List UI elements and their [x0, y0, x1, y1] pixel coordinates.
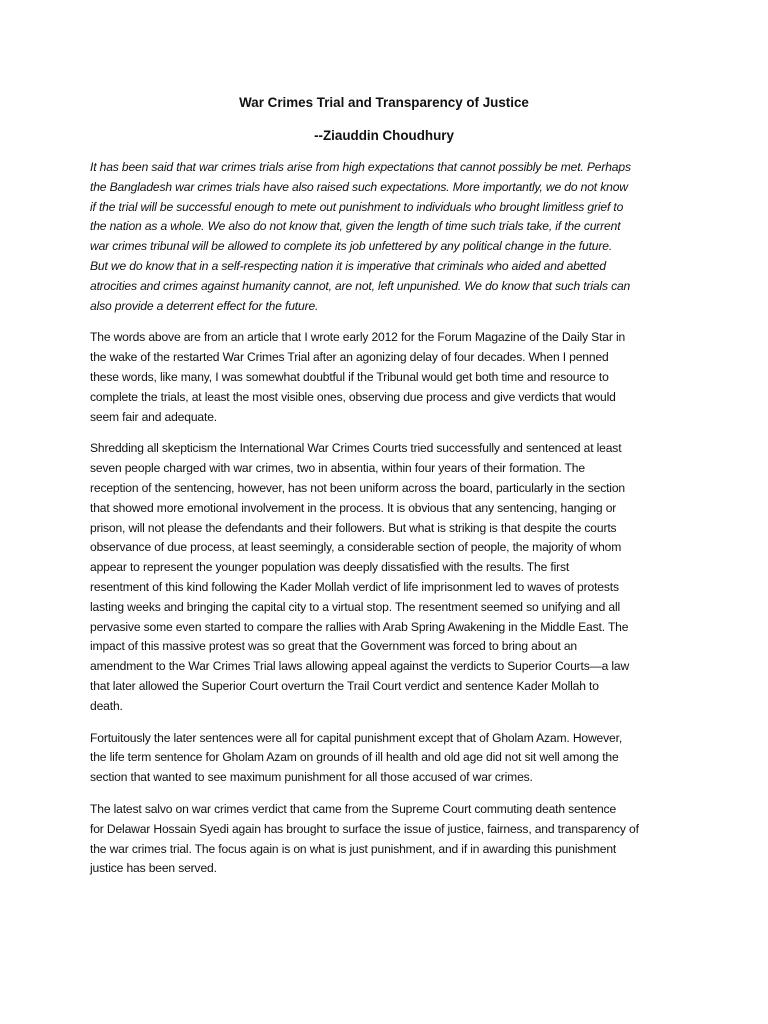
paragraph-line: war crimes tribunal will be allowed to complete its job unfettered by any political change in the future. [90, 239, 613, 254]
paragraph-line: prison, will not please the defendants and their followers. But what is striking is that despite the courts [90, 520, 617, 535]
document-body [90, 93, 678, 879]
paragraph-line: also provide a deterrent effect for the future. [90, 298, 319, 313]
body-paragraph [90, 729, 678, 788]
paragraph-line: Shredding all skepticism the International War Crimes Courts tried successfully and sentenced at least [90, 441, 622, 456]
paragraph-line: pervasive some even started to compare the rallies with Arab Spring Awakening in the Middle East. The [90, 619, 629, 634]
paragraph-line: observance of due process, at least seemingly, a considerable section of people, the majority of whom [90, 540, 622, 555]
paragraph-line: section that wanted to see maximum punishment for all those accused of war crimes. [90, 770, 533, 785]
paragraph-line: the Bangladesh war crimes trials have also raised such expectations. More importantly, we do not know [90, 179, 628, 194]
paragraph-list [90, 158, 678, 879]
paragraph-line: justice has been served. [90, 861, 217, 876]
paragraph-line: lasting weeks and bringing the capital city to a virtual stop. The resentment seemed so unifying and all [90, 599, 621, 614]
paragraph-line: amendment to the War Crimes Trial laws allowing appeal against the verdicts to Superior Courts—a law [90, 659, 630, 674]
paragraph-line: the war crimes trial. The focus again is on what is just punishment, and if in awarding this punishment [90, 841, 617, 856]
paragraph-line: But we do know that in a self-respecting nation it is imperative that criminals who aided and abetted [90, 258, 606, 273]
document-title: War Crimes Trial and Transparency of Justice [239, 95, 529, 110]
paragraph-line: the wake of the restarted War Crimes Trial after an agonizing delay of four decades. When I penned [90, 350, 609, 365]
paragraph-line: these words, like many, I was somewhat doubtful if the Tribunal would get both time and resource to [90, 369, 609, 384]
paragraph-line: the life term sentence for Gholam Azam on grounds of ill health and old age did not sit well among the [90, 750, 619, 765]
paragraph-line: complete the trials, at least the most visible ones, observing due process and give verdicts that would [90, 389, 616, 404]
body-paragraph [90, 439, 678, 716]
paragraph-line: resentment of this kind following the Kader Mollah verdict of life imprisonment led to waves of protests [90, 579, 619, 594]
paragraph-line: that showed more emotional involvement in the process. It is obvious that any sentencing, hanging or [90, 500, 617, 515]
paragraph-line: atrocities and crimes against humanity cannot, are not, left unpunished. We do know that such trials can [90, 278, 631, 293]
paragraph-line: Fortuitously the later sentences were all for capital punishment except that of Gholam Azam. However, [90, 730, 623, 745]
paragraph-line: The words above are from an article that I wrote early 2012 for the Forum Magazine of the Daily Star in [90, 330, 626, 345]
paragraph-line: The latest salvo on war crimes verdict that came from the Supreme Court commuting death sentence [90, 801, 617, 816]
paragraph-line: seven people charged with war crimes, two in absentia, within four years of their formation. The [90, 461, 585, 476]
paragraph-line: death. [90, 698, 123, 713]
body-paragraph [90, 328, 678, 427]
body-paragraph [90, 800, 678, 879]
paragraph-line: that later allowed the Superior Court overturn the Trail Court verdict and sentence Kader Mollah to [90, 678, 599, 693]
intro-paragraph [90, 158, 678, 316]
paragraph-line: appear to represent the younger population was deeply dissatisfied with the results. The first [90, 560, 570, 575]
paragraph-line: seem fair and adequate. [90, 409, 217, 424]
document-author: --Ziauddin Choudhury [314, 128, 454, 143]
paragraph-line: It has been said that war crimes trials arise from high expectations that cannot possibly be met. Perhaps [90, 160, 631, 174]
paragraph-line: for Delawar Hossain Syedi again has brought to surface the issue of justice, fairness, and transparency of [90, 821, 639, 836]
paragraph-line: reception of the sentencing, however, has not been uniform across the board, particularly in the section [90, 480, 625, 495]
paragraph-line: impact of this massive protest was so great that the Government was forced to bring about an [90, 639, 577, 654]
paragraph-line: if the trial will be successful enough to mete out punishment to individuals who brought limitless grief to [90, 199, 624, 214]
paragraph-line: the nation as a whole. We also do not know that, given the length of time such trials take, if the current [90, 219, 621, 234]
